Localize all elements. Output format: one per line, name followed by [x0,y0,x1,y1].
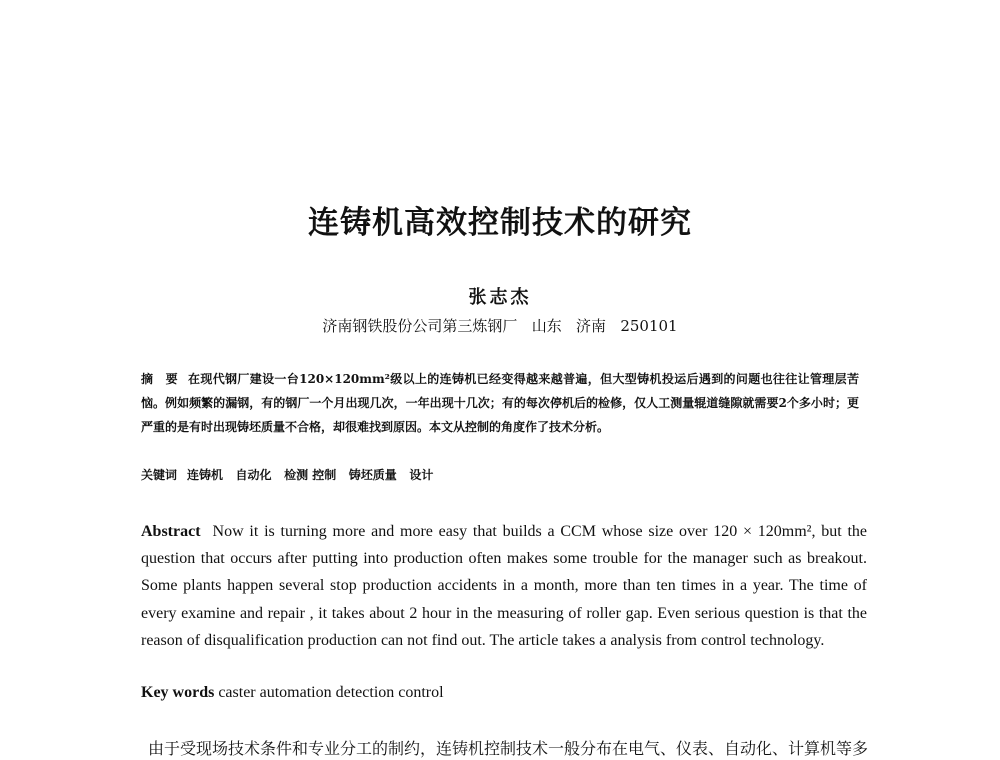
chinese-keywords-label: 关键词 [141,468,178,482]
english-keywords-label: Key words [141,684,215,701]
chinese-abstract [141,367,859,439]
chinese-abstract-text: 在现代钢厂建设一台120×120mm²级以上的连铸机已经变得越来越普遍，但大型铸机投运后遇到的问题也往往让管理层苦恼。例如频繁的漏钢，有的钢厂一个月出现几次，一年出现十几次；有的每次停机后的检修，仅人工测量辊道缝隙就需要2个多小时；更严重的是有时出现铸坯质量不合格，却很难找到原因。本文从控制的角度作了技术分析。 [141,372,859,434]
chinese-keywords [141,466,859,483]
paper-title: 连铸机高效控制技术的研究 [308,205,692,241]
english-abstract-text: Now it is turning more and more easy that builds a CCM whose size over 120 × 120mm², but the question that occurs after putting into production often makes some trouble for the manager such as breakout. Some plants happen several stop production accidents in a month, more than ten times in a year. The time of every examine and repair , it takes about 2 hour in the measuring of roller gap. Even serious question is that the reason of disqualification production can not find out. The article takes a analysis from control technology. [141,523,867,649]
english-abstract [141,518,867,654]
chinese-abstract-label: 摘 要 [141,372,179,386]
author-name: 张志杰 [468,287,532,308]
english-keywords-text: caster automation detection control [218,684,444,701]
author-affiliation: 济南钢铁股份公司第三炼钢厂 山东 济南 250101 [322,317,678,335]
body-paragraph: 由于受现场技术条件和专业分工的制约，连铸机控制技术一般分布在电气、仪表、自动化、计算机等多 [148,739,869,758]
english-abstract-label: Abstract [141,523,201,540]
english-keywords [141,684,867,702]
chinese-keywords-text: 连铸机 自动化 检测 控制 铸坯质量 设计 [187,468,434,482]
